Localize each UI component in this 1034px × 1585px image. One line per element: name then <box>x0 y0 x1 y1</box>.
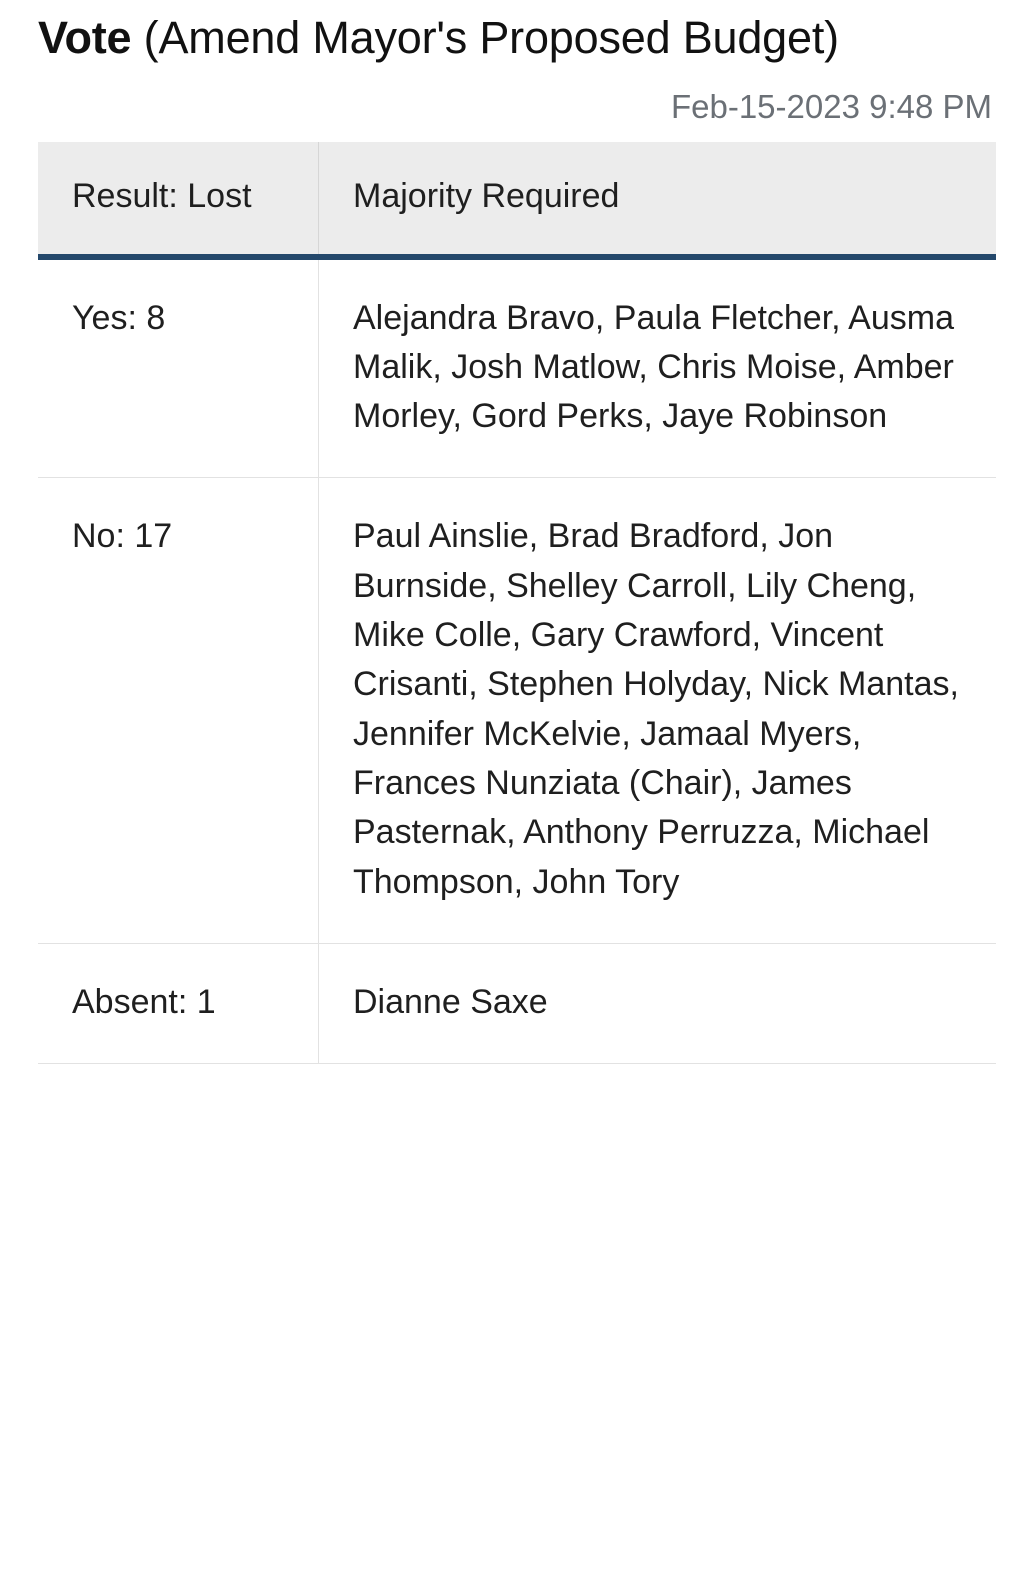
table-header-row <box>38 142 996 253</box>
table-row <box>38 478 996 943</box>
row-label-yes: Yes: 8 <box>38 260 319 478</box>
vote-timestamp: Feb-15-2023 9:48 PM <box>670 88 992 126</box>
table-row <box>38 260 996 478</box>
page-title-lead: Vote <box>38 12 132 63</box>
vote-results-table <box>38 142 996 1064</box>
table-row <box>38 943 996 1063</box>
requirement-cell: Majority Required <box>319 142 997 253</box>
row-label-absent: Absent: 1 <box>38 943 319 1063</box>
page-title <box>38 0 996 66</box>
result-status-label: Result: Lost <box>72 177 252 216</box>
page-title-rest: (Amend Mayor's Proposed Budget) <box>131 12 839 63</box>
row-members-no: Paul Ainslie, Brad Bradford, Jon Burnside, Shelley Carroll, Lily Cheng, Mike Colle, Gary Crawford, Vincent Crisanti, Stephen Holyday, Nick Mantas, Jennifer McKelvie, Jamaal Myers, Frances Nunziata (Chair), James Pasternak, Anthony Perruzza, Michael Thompson, John Tory <box>319 478 997 943</box>
row-label-no: No: 17 <box>38 478 319 943</box>
result-status-cell <box>38 142 319 253</box>
row-members-yes: Alejandra Bravo, Paula Fletcher, Ausma Malik, Josh Matlow, Chris Moise, Amber Morley, Gord Perks, Jaye Robinson <box>319 260 997 478</box>
row-members-absent: Dianne Saxe <box>319 943 997 1063</box>
